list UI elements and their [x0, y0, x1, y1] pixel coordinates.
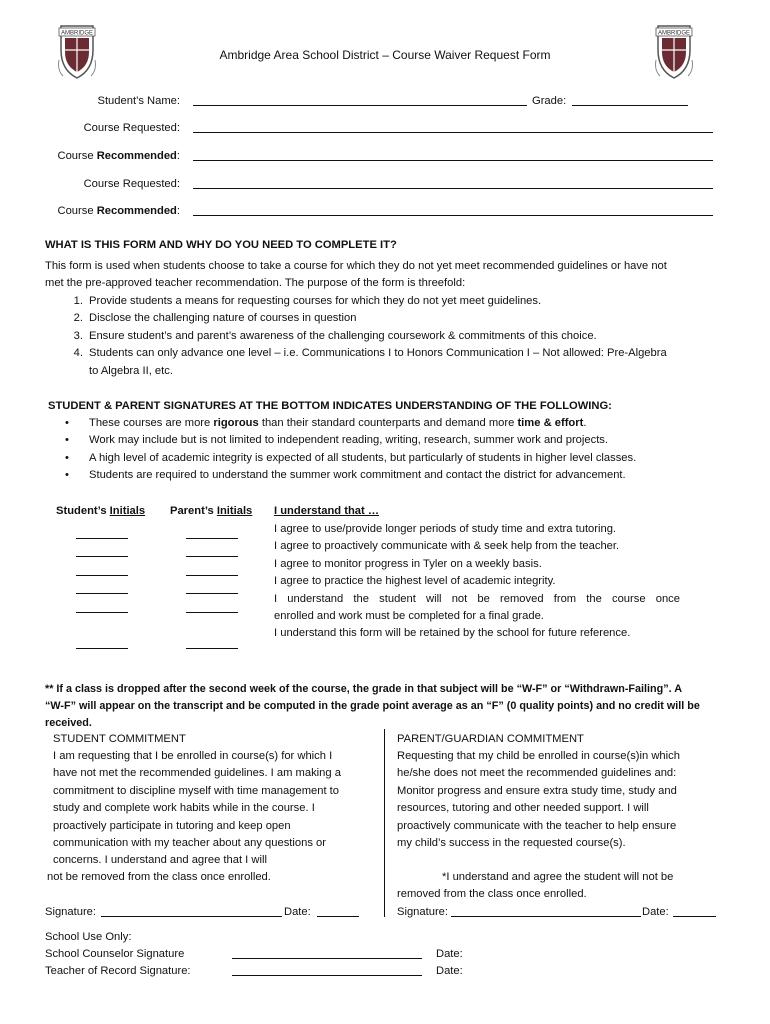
- parent-signature-label: Signature:: [397, 906, 448, 918]
- student-initial-field[interactable]: [76, 630, 128, 649]
- student-initial-field[interactable]: [76, 576, 128, 595]
- student-initials-column: [76, 520, 128, 649]
- list-item: • Students are required to understand the summer work commitment and contact the district for advancement.: [65, 469, 626, 482]
- section-heading-what: WHAT IS THIS FORM AND WHY DO YOU NEED TO COMPLETE IT?: [45, 239, 397, 251]
- student-initial-field[interactable]: [76, 539, 128, 558]
- student-initial-field[interactable]: [76, 520, 128, 539]
- student-initial-field[interactable]: [76, 594, 128, 613]
- form-title: Ambridge Area School District – Course Waiver Request Form: [219, 48, 551, 62]
- statement: enrolled and work must be completed for a final grade.: [274, 610, 544, 623]
- parent-commitment-text: Requesting that my child be enrolled in course(s)in which he/she does not meet the recommended guidelines and: Monitor progress and ensure extra study time, study and resources, tutoring and other needed support. I will proactively communicate with the teacher to help ensure my child’s success in the requested course(s).: [397, 750, 680, 850]
- purpose-list: [73, 293, 729, 380]
- withdrawal-notice-line-2: “W-F” will appear on the transcript and be computed in the grade point average as an “F” (0 quality points) and no credit will be: [45, 700, 700, 712]
- statement: I agree to use/provide longer periods of study time and extra tutoring.: [274, 523, 617, 535]
- list-item: 1. Provide students a means for requesting courses for which they do not yet meet guidelines.: [73, 295, 542, 307]
- course-requested-label-1: Course Requested:: [83, 122, 180, 134]
- student-commitment-last-line: not be removed from the class once enrolled.: [47, 871, 271, 883]
- understanding-bullets: [65, 415, 729, 485]
- understanding-statements: [274, 521, 680, 643]
- parent-initial-field[interactable]: [186, 557, 238, 576]
- course-recommended-label-2: Course Recommended:: [57, 205, 180, 217]
- grade-label: Grade:: [532, 95, 567, 107]
- student-name-field[interactable]: [193, 93, 527, 106]
- list-item: • Work may include but is not limited to independent reading, writing, research, summer work and projects.: [65, 434, 609, 447]
- student-signature-label: Signature:: [45, 906, 96, 918]
- teacher-date-label: Date:: [436, 965, 463, 977]
- course-requested-field-2[interactable]: [193, 176, 713, 189]
- counselor-signature-label: School Counselor Signature: [45, 948, 185, 960]
- students-initials-header: Student’s Initials: [56, 505, 146, 517]
- parent-agree-line-1: *I understand and agree the student will not be: [442, 871, 674, 883]
- statement: I understand the student will not be removed from the course once: [274, 592, 680, 605]
- parent-date-label: Date:: [642, 906, 669, 918]
- intro-line-2: met the pre-approved teacher recommendation. The purpose of the form is threefold:: [45, 277, 466, 289]
- school-use-heading: School Use Only:: [45, 931, 132, 943]
- parent-date-field[interactable]: [673, 904, 716, 917]
- withdrawal-notice-line-1: ** If a class is dropped after the second week of the course, the grade in that subject will be “W-F” or “Withdrawn-Failing”. A: [45, 683, 683, 695]
- understand-heading: I understand that …: [274, 505, 380, 517]
- student-initial-field[interactable]: [76, 557, 128, 576]
- parent-initial-field[interactable]: [186, 576, 238, 595]
- parents-initials-header: Parent’s Initials: [170, 505, 253, 517]
- parent-agree-line-2: removed from the class once enrolled.: [397, 888, 587, 900]
- parent-signature-field[interactable]: [451, 904, 641, 917]
- student-date-label: Date:: [284, 906, 311, 918]
- list-item: 4. Students can only advance one level – i.e. Communications I to Honors Communication I – Not allowed: Pre-Algebra to Algebra II, etc.: [73, 347, 667, 377]
- counselor-date-label: Date:: [436, 948, 463, 960]
- list-item: • A high level of academic integrity is expected of all students, but particularly of students in higher level classes.: [65, 451, 637, 464]
- teacher-signature-label: Teacher of Record Signature:: [45, 965, 191, 977]
- student-name-label: Student’s Name:: [97, 95, 180, 107]
- course-requested-label-2: Course Requested:: [83, 178, 180, 190]
- grade-field[interactable]: [572, 93, 688, 106]
- svg-text:AMBRIDGE: AMBRIDGE: [657, 30, 691, 37]
- statement: I agree to practice the highest level of academic integrity.: [274, 575, 556, 588]
- student-commitment-text: I am requesting that I be enrolled in course(s) for which I have not met the recommended guidelines. I am making a commitment to discipline myself with time management to study and complete work habits while in the course. I proactively participate in tutoring and keep open communication with my teacher about any questions or concerns. I understand and agree that I will: [53, 750, 341, 867]
- student-commitment-heading: STUDENT COMMITMENT: [53, 733, 186, 745]
- list-item: 3. Ensure student’s and parent’s awareness of the challenging coursework & commitments of this choice.: [73, 329, 597, 342]
- course-recommended-field-2[interactable]: [193, 203, 713, 216]
- svg-text:AMBRIDGE: AMBRIDGE: [60, 30, 94, 37]
- course-recommended-label-1: Course Recommended:: [57, 150, 180, 162]
- parent-initials-column: [186, 520, 238, 649]
- student-signature-field[interactable]: [101, 904, 282, 917]
- counselor-signature-field[interactable]: [232, 946, 422, 959]
- intro-line-1: This form is used when students choose to take a course for which they do not yet meet recommended guidelines or have not: [45, 260, 667, 272]
- statement: I understand this form will be retained by the school for future reference.: [274, 627, 631, 640]
- course-requested-field-1[interactable]: [193, 120, 713, 133]
- column-divider: [384, 729, 385, 917]
- parent-initial-field[interactable]: [186, 539, 238, 558]
- parent-commitment-heading: PARENT/GUARDIAN COMMITMENT: [397, 733, 584, 745]
- course-recommended-field-1[interactable]: [193, 148, 713, 161]
- statement: I agree to monitor progress in Tyler on a weekly basis.: [274, 557, 542, 570]
- statement: I agree to proactively communicate with & seek help from the teacher.: [274, 540, 620, 553]
- parent-initial-field[interactable]: [186, 594, 238, 613]
- parent-initial-field[interactable]: [186, 630, 238, 649]
- teacher-signature-field[interactable]: [232, 963, 422, 976]
- list-item: • These courses are more rigorous than their standard counterparts and demand more time & effort.: [65, 417, 587, 429]
- section-heading-signatures: STUDENT & PARENT SIGNATURES AT THE BOTTOM INDICATES UNDERSTANDING OF THE FOLLOWING:: [48, 400, 612, 412]
- list-item: 2. Disclose the challenging nature of courses in question: [73, 312, 357, 325]
- parent-initial-field[interactable]: [186, 520, 238, 539]
- withdrawal-notice-line-3: received.: [45, 717, 92, 729]
- student-date-field[interactable]: [317, 904, 359, 917]
